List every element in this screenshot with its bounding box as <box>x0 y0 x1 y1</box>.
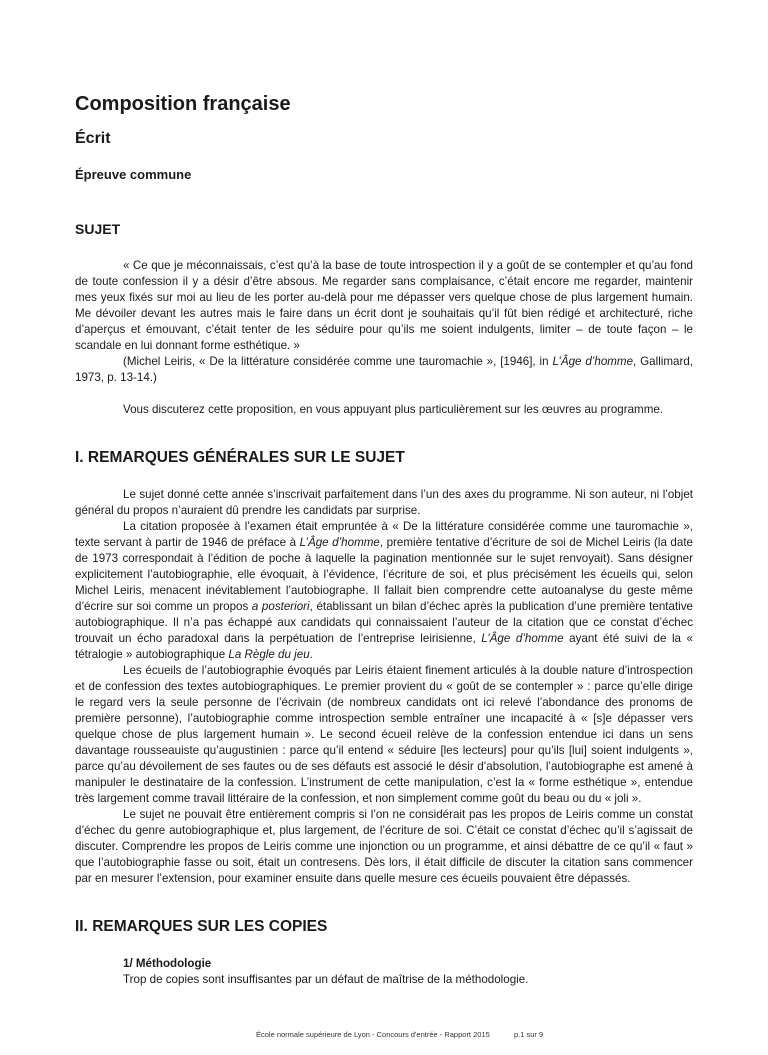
paragraph <box>75 807 693 887</box>
document-title: Composition française <box>75 93 291 115</box>
exam-type: Épreuve commune <box>75 167 192 182</box>
page-number: p.1 sur 9 <box>514 1030 544 1039</box>
italic-text: L’Âge d’homme <box>552 355 634 368</box>
subsection-text: Trop de copies sont insuffisantes par un défaut de maîtrise de la méthodologie. <box>123 973 529 986</box>
text-run: , première tentative d’écriture de soi de Michel Leiris (la date de 1973 correspondait à l’édition de poche à laquelle la pagination mentionnée sur le sujet renvoyait). Sans désigner explicitement l’autobiographie, elle évoquait, à l’évidence, l’écriture de soi, et plus précisément les écueils qui, selon Michel Leiris, menacent inévitablement l’autobiographe. Il fallait bien comprendre cette autoanalyse du geste même d’écrire sur soi comme un propos <box>75 536 693 613</box>
text-run: « Ce que je méconnaissais, c’est qu’à la base de toute introspection il y a goût de se contempler et qu’au fond de toute confession il y a désir d’être absous. Me regarder sans complaisance, c’était encore me regarder, maintenir mes yeux fixés sur moi au lieu de les porter au-delà pour me dépasser vers quelque chose de plus largement humain. Me dévoiler devant les autres mais le faire dans un écrit dont je souhaitais qu’il fût bien rédigé et architecturé, riche d’aperçus et émouvant, c’était tenter de les séduire pour qu’ils me soient indulgents, limiter – de toute façon – le scandale en lui donnant forme esthétique. » <box>75 259 693 352</box>
section1-heading: I. REMARQUES GÉNÉRALES SUR LE SUJET <box>75 449 405 466</box>
text-run: , Gallimard, 1973, p. 13-14.) <box>75 355 693 384</box>
text-run: (Michel Leiris, « De la littérature considérée comme une tauromachie », [1946], in <box>123 355 553 368</box>
subsection-heading: 1/ Méthodologie <box>123 957 212 970</box>
quote-block <box>75 258 693 386</box>
text-run: , établissant un bilan d’échec après la publication d’une première tentative autobiographique. Il n’a pas échappé aux candidats qui connaissaient l’auteur de la citation que ce constat d’échec trouvait un écho paradoxal dans la perpétuation de l’entreprise leirisienne, <box>75 600 693 645</box>
paragraph <box>75 663 693 807</box>
quote-citation <box>75 354 693 386</box>
italic-text: La Règle du jeu <box>228 648 310 661</box>
text-run: Les écueils de l’autobiographie évoqués par Leiris étaient finement articulés à la double nature d’introspection et de confession des textes autobiographiques. Le premier provient du « goût de se contempler » : parce qu’elle dirige le regard vers la seule personne de l’écrivain (de nombreux candidats ont ici relevé l’abondance des pronoms de première personne), l’autobiographie comme introspection semble entraîner une incapacité à « [s]e dépasser vers quelque chose de plus largement humain ». Le second écueil relève de la confession entendue ici dans un sens davantage rousseauiste qu’augustinien : parce qu’il entend « séduire [les lecteurs] pour qu’ils [lui] soient indulgents », parce qu’au dévoilement de ses fautes ou de ses défauts est associé le désir d’absolution, l’autobiographe est amené à manipuler le destinataire de la confession. L’instrument de cette manipulation, c’est la « forme esthétique », entendue très largement comme travail littéraire de la confession, et non simplement comme goût du beau ou du « joli ». <box>75 664 693 805</box>
text-run: Le sujet donné cette année s’inscrivait parfaitement dans l’un des axes du programme. Ni son auteur, ni l’objet général du propos n’auraient dû prendre les candidats par surprise. <box>75 488 693 517</box>
text-run: Le sujet ne pouvait être entièrement compris si l’on ne considérait pas les propos de Leiris comme un constat d’échec du genre autobiographique et, plus largement, de l’écriture de soi. C’était ce constat d’échec qu’il s’agissait de discuter. Comprendre les propos de Leiris comme une injonction ou un programme, et ainsi débattre de ce qu’il « faut » que l’autobiographie fasse ou soit, était un contresens. Dès lors, il était difficile de discuter la citation sans commencer par en mesurer l’extension, pour examiner ensuite dans quelle mesure ces écueils pouvaient être dépassés. <box>75 808 693 885</box>
text-run: ayant été suivi de la « tétralogie » autobiographique <box>75 632 693 661</box>
page-footer <box>0 1028 768 1055</box>
italic-text: L’Âge d’homme <box>481 632 564 645</box>
italic-text: a posteriori <box>251 600 310 613</box>
text-run: . <box>309 648 313 661</box>
quote-text <box>75 258 693 354</box>
text-run: La citation proposée à l’examen était empruntée à « De la littérature considérée comme une tauromachie », texte servant à partir de 1946 de préface à <box>75 520 693 549</box>
paragraph <box>75 519 693 663</box>
footer-source: École normale supérieure de Lyon - Concours d'entrée - Rapport 2015 <box>256 1030 490 1039</box>
sujet-heading: SUJET <box>75 221 121 237</box>
section-title: Écrit <box>75 130 111 147</box>
paragraph <box>75 487 693 519</box>
section1-body <box>75 487 693 887</box>
italic-text: L’Âge d’homme <box>299 536 380 549</box>
section2-heading: II. REMARQUES SUR LES COPIES <box>75 918 328 935</box>
instruction: Vous discuterez cette proposition, en vous appuyant plus particulièrement sur les œuvres au programme. <box>123 403 664 416</box>
